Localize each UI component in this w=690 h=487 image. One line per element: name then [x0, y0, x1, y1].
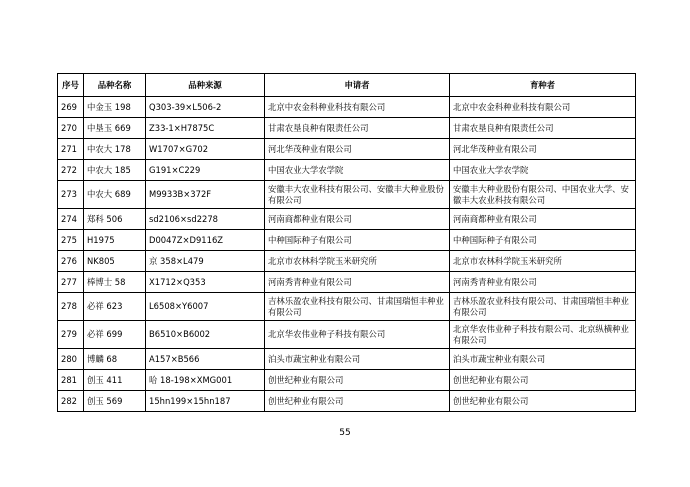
table-row: [58, 321, 636, 349]
cell-breeder: 中种国际种子有限公司: [450, 230, 636, 251]
cell-applicant: 中种国际种子有限公司: [265, 230, 450, 251]
cell-applicant: 北京华农伟业种子科技有限公司: [265, 321, 450, 349]
cell-serial-number: 281: [58, 370, 84, 391]
cell-variety-name: 博麟 68: [84, 349, 146, 370]
cell-breeder: 河南商都种业有限公司: [450, 209, 636, 230]
cell-serial-number: 270: [58, 118, 84, 139]
table-row: [58, 181, 636, 209]
cell-variety-name: 必祥 699: [84, 321, 146, 349]
cell-variety-name: 郑科 506: [84, 209, 146, 230]
cell-serial-number: 275: [58, 230, 84, 251]
table-row: [58, 349, 636, 370]
cell-breeder: 北京中农金科种业科技有限公司: [450, 97, 636, 118]
cell-breeder: 泊头市蔬宝种业有限公司: [450, 349, 636, 370]
cell-applicant: 中国农业大学农学院: [265, 160, 450, 181]
cell-variety-source: G191×C229: [146, 160, 265, 181]
table-row: [58, 272, 636, 293]
cell-breeder: 北京华农伟业种子科技有限公司、北京纵横种业有限公司: [450, 321, 636, 349]
cell-variety-source: D0047Z×D9116Z: [146, 230, 265, 251]
cell-variety-name: 中金玉 198: [84, 97, 146, 118]
cell-serial-number: 274: [58, 209, 84, 230]
cell-variety-source: M9933B×372F: [146, 181, 265, 209]
cell-variety-name: 棒博士 58: [84, 272, 146, 293]
cell-applicant: 安徽丰大农业科技有限公司、安徽丰大种业股份有限公司: [265, 181, 450, 209]
table-row: [58, 370, 636, 391]
cell-serial-number: 280: [58, 349, 84, 370]
cell-variety-source: Z33-1×H7875C: [146, 118, 265, 139]
cell-applicant: 河南秀青种业有限公司: [265, 272, 450, 293]
cell-applicant: 河南商都种业有限公司: [265, 209, 450, 230]
cell-breeder: 创世纪种业有限公司: [450, 391, 636, 412]
cell-variety-source: 京 358×L479: [146, 251, 265, 272]
cell-applicant: 创世纪种业有限公司: [265, 370, 450, 391]
table-row: [58, 209, 636, 230]
cell-variety-source: sd2106×sd2278: [146, 209, 265, 230]
cell-variety-name: 中农大 185: [84, 160, 146, 181]
variety-table: [57, 73, 636, 412]
cell-variety-name: NK805: [84, 251, 146, 272]
cell-serial-number: 282: [58, 391, 84, 412]
cell-breeder: 河北华茂种业有限公司: [450, 139, 636, 160]
table-body: [58, 97, 636, 412]
cell-serial-number: 271: [58, 139, 84, 160]
cell-serial-number: 272: [58, 160, 84, 181]
page-number: 55: [339, 428, 351, 438]
cell-applicant: 河北华茂种业有限公司: [265, 139, 450, 160]
cell-variety-source: 哈 18-198×XMG001: [146, 370, 265, 391]
cell-breeder: 安徽丰大种业股份有限公司、中国农业大学、安徽丰大农业科技有限公司: [450, 181, 636, 209]
cell-breeder: 北京市农林科学院玉米研究所: [450, 251, 636, 272]
cell-variety-source: Q303-39×L506-2: [146, 97, 265, 118]
table-header-row: [58, 74, 636, 97]
cell-breeder: 甘肃农垦良种有限责任公司: [450, 118, 636, 139]
cell-variety-name: 创玉 411: [84, 370, 146, 391]
cell-serial-number: 269: [58, 97, 84, 118]
table-row: [58, 139, 636, 160]
cell-serial-number: 276: [58, 251, 84, 272]
cell-variety-name: 中垦玉 669: [84, 118, 146, 139]
cell-variety-source: B6510×B6002: [146, 321, 265, 349]
header-breeder: 育种者: [450, 74, 636, 97]
header-serial-number: 序号: [58, 74, 84, 97]
cell-variety-name: 中农大 178: [84, 139, 146, 160]
table-row: [58, 230, 636, 251]
table-row: [58, 251, 636, 272]
table-row: [58, 293, 636, 321]
cell-applicant: 甘肃农垦良种有限责任公司: [265, 118, 450, 139]
cell-applicant: 北京中农金科种业科技有限公司: [265, 97, 450, 118]
cell-variety-source: 15hn199×15hn187: [146, 391, 265, 412]
cell-applicant: 泊头市蔬宝种业有限公司: [265, 349, 450, 370]
cell-serial-number: 279: [58, 321, 84, 349]
cell-variety-source: W1707×G702: [146, 139, 265, 160]
header-variety-source: 品种来源: [146, 74, 265, 97]
cell-breeder: 河南秀青种业有限公司: [450, 272, 636, 293]
cell-breeder: 创世纪种业有限公司: [450, 370, 636, 391]
header-applicant: 申请者: [265, 74, 450, 97]
cell-serial-number: 273: [58, 181, 84, 209]
cell-variety-name: 中农大 689: [84, 181, 146, 209]
cell-variety-source: L6508×Y6007: [146, 293, 265, 321]
cell-serial-number: 278: [58, 293, 84, 321]
cell-applicant: 创世纪种业有限公司: [265, 391, 450, 412]
table-row: [58, 118, 636, 139]
table-row: [58, 97, 636, 118]
cell-variety-source: A157×B566: [146, 349, 265, 370]
cell-variety-name: 必祥 623: [84, 293, 146, 321]
table-row: [58, 160, 636, 181]
cell-variety-name: 创玉 569: [84, 391, 146, 412]
cell-applicant: 吉林乐盈农业科技有限公司、甘肃国瑞恒丰种业有限公司: [265, 293, 450, 321]
cell-applicant: 北京市农林科学院玉米研究所: [265, 251, 450, 272]
cell-serial-number: 277: [58, 272, 84, 293]
cell-variety-name: H1975: [84, 230, 146, 251]
table-row: [58, 391, 636, 412]
cell-breeder: 吉林乐盈农业科技有限公司、甘肃国瑞恒丰种业有限公司: [450, 293, 636, 321]
cell-breeder: 中国农业大学农学院: [450, 160, 636, 181]
header-variety-name: 品种名称: [84, 74, 146, 97]
cell-variety-source: X1712×Q353: [146, 272, 265, 293]
